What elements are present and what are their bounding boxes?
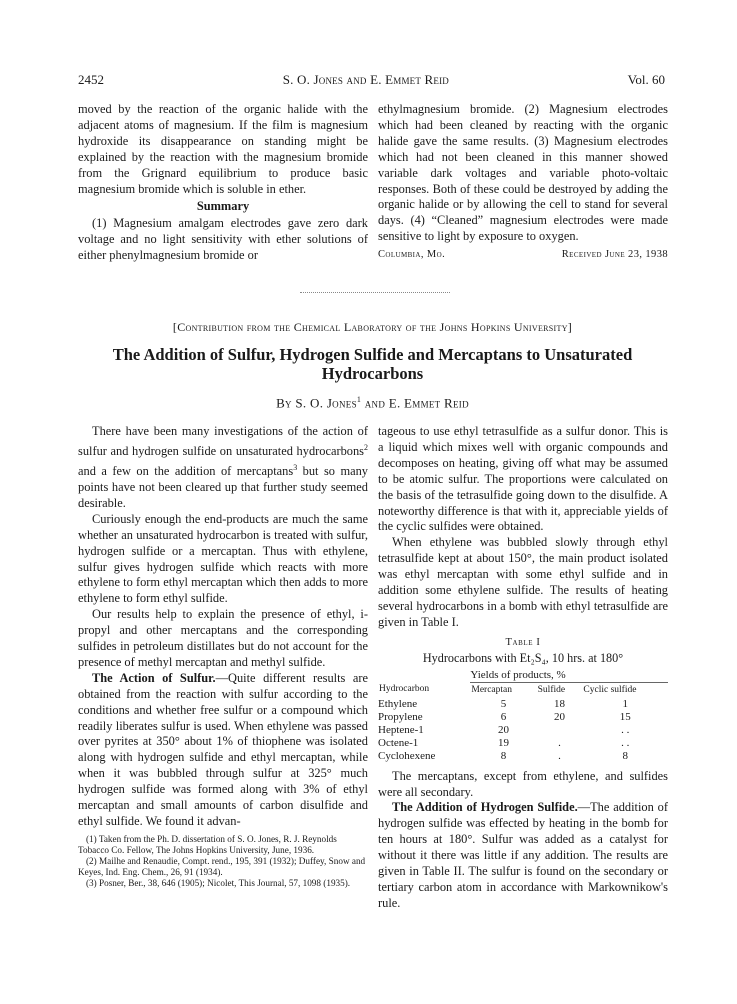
table-column-header: Hydrocarbon [379,684,430,695]
table-column-header: Sulfide [537,684,566,695]
paragraph-tetrasulfide: tageous to use ethyl tetrasulfide as a sulfur donor. This is a liquid which mixes well with organic compounds and decomposes on heating, giving off what may be assumed to be atomic sulfur. The proportions were calculated on the basis of the tetrasulfide going down to the disulfide. A noteworthy difference is that with it, appreciable yields of the cyclic sulfides were obtained. [378,424,668,534]
footnote: (2) Mailhe and Renaudie, Compt. rend., 195, 391 (1932); Duffey, Snow and Keyes, Ind. Eng. Chem., 26, 91 (1934). [78,855,366,877]
table-cell: . [558,749,561,762]
table-subcaption: Hydrocarbons with Et₂S₄, 10 hrs. at 180° [422,650,624,665]
article-right-column [378,424,668,912]
page-number: 2452 [78,72,104,87]
table-cell [537,724,583,737]
table-cell: 18 [554,697,566,710]
table-cell: 1 [622,697,628,710]
running-head [78,72,665,88]
footnotes [78,834,368,889]
table-column-header: Cyclic sulfide [583,684,637,695]
table-cell: 20 [554,710,566,723]
table-cell: Heptene-1 [378,723,424,736]
dateline [378,247,668,263]
table-cell: Cyclohexene [378,749,436,762]
table-cell: Octene-1 [378,736,419,749]
dateline-place: Columbia, Mo. [378,249,446,261]
section-heading: The Action of Sulfur. [92,670,216,685]
table-cell: 8 [622,749,628,762]
table-caption: Table I [505,636,541,648]
table-row [378,737,668,750]
table-cell: 8 [500,749,507,762]
dateline-received: Received June 23, 1938 [561,249,668,261]
footnote: (1) Taken from the Ph. D. dissertation of S. O. Jones, R. J. Reynolds Tobacco Co. Fellow, The Johns Hopkins University, June, 1936. [78,833,337,855]
text-run: —Quite different results are obtained from the reaction with sulfur according to the conditions and whether free sulfur or a compound which readily liberates sulfur is used. When ethylene was passed over pyrites at 350° about 1% of thiophene was isolated along with hydrogen sulfide and ethyl mercaptan, while when it was bubbled through sulfur at 325° much hydrogen sulfide was formed along with 3% of ethyl mercaptan and small amounts of carbon disulfide and ethyl sulfide. We found it advan- [78,670,368,828]
table-cell: 20 [498,723,510,736]
footnote-marker: 1 [356,395,362,404]
table-row [378,698,668,711]
table-cell: 5 [500,697,507,710]
footnote: (3) Posner, Ber., 38, 646 (1905); Nicolet, This Journal, 57, 1098 (1935). [86,877,351,888]
prev-article-right-column [378,102,668,263]
footnote-marker: 2 [364,442,368,452]
contribution-line: [Contribution from the Chemical Laboratory of the Johns Hopkins University] [172,320,573,334]
paragraph-ethylene: When ethylene was bubbled slowly through ethyl tetrasulfide kept at about 150°, the main product isolated was ethyl mercaptan with some ethyl sulfide and in addition some ethylene sulfide. The results of heating several hydrocarbons in a bomb with ethyl tetrasulfide are given in Table I. [378,535,668,629]
paragraph-action-of-sulfur [78,671,368,830]
text-run: and a few on the addition of mercaptans [78,464,294,479]
paragraph-secondary: The mercaptans, except from ethylene, and sulfides were all secondary. [378,768,668,799]
text-run: There have been many investigations of the action of sulfur and hydrogen sulfide on unsaturated hydrocarbons [78,424,368,459]
table-cell: . [558,736,561,749]
table-1 [378,635,668,763]
prev-article-paragraph: moved by the reaction of the organic halide with the adjacent atoms of magnesium. If the film is magnesium hydroxide its disappearance on standing might be explained by the reaction with the magnesium bromide from the Grignard equilibrium to produce basic magnesium bromide which is soluble in ether. [78,102,368,196]
article-left-column [78,424,368,889]
table-header-spacer [378,669,470,683]
table-cell: . . [621,723,630,736]
paragraph-results: Our results help to explain the presence of ethyl, i-propyl and other mercaptans and the corresponding sulfides in petroleum distillates but do not account for the presence of methyl mercaptan and methyl sulfide. [78,607,368,669]
byline-prefix: By S. O. Jones [276,395,357,411]
volume-number: Vol. 60 [627,72,665,87]
table-row [378,750,668,763]
article-divider [300,292,450,293]
table-group-header: Yields of products, % [470,669,668,683]
paragraph-end-products: Curiously enough the end-products are much the same whether an unsaturated hydrocarbon is treated with sulfur, hydrogen sulfide or a mercaptan. Thus with ethylene, sulfur gives hydrogen sulfide which reacts with more ethylene to form ethyl mercaptan which then adds to more ethylene to form ethyl sulfide. [78,511,368,606]
table-column-header: Mercaptan [471,684,513,695]
table-row [378,724,668,737]
table-cell: Propylene [378,710,423,723]
running-authors: S. O. Jones and E. Emmet Reid [282,72,449,87]
byline-suffix: and E. Emmet Reid [361,395,469,411]
paragraph-hydrogen-sulfide [378,800,668,911]
table-row [378,711,668,724]
table-cell: 15 [619,710,631,723]
section-heading: The Addition of Hydrogen Sulfide. [392,800,578,815]
summary-paragraph-continued: ethylmagnesium bromide. (2) Magnesium electrodes which had been cleaned by reacting with the organic halide gave the same results. (3) Magnesium electrodes which had not been cleaned in this manner showed variable dark voltages and variable photo-voltaic responses. Both of these could be destroyed by adding the organic halide or by allowing the cell to stand for several days. (4) “Cleaned” magnesium electrodes were made sensitive to light by exposure to oxygen. [378,102,668,244]
summary-heading: Summary [196,199,250,214]
byline [78,395,667,411]
summary-paragraph: (1) Magnesium amalgam electrodes gave zero dark voltage and no light sensitivity with ether solutions of either phenylmagnesium bromide or [78,216,368,263]
table-cell: 6 [500,710,507,723]
table-cell: 19 [498,736,510,749]
table-cell: . . [621,736,630,749]
paragraph-intro [78,424,368,512]
footnote-marker: 3 [293,462,298,472]
text-run: but so many points have not been cleared up that further study seemed desirable. [78,464,368,510]
text-run: —The addition of hydrogen sulfide was effected by heating in the bomb for ten hours at 180°. Sulfur was added as a catalyst for without it there was little if any addition. The results are given in Table II. The sulfur is found on the secondary or tertiary carbon atom in accordance with Markownikow's rule. [378,800,668,910]
table-cell: Ethylene [378,697,418,710]
data-table [378,669,668,763]
article-title: The Addition of Sulfur, Hydrogen Sulfide and Mercaptans to Unsaturated Hydrocarbons [112,345,633,383]
prev-article-left-column [78,102,368,264]
